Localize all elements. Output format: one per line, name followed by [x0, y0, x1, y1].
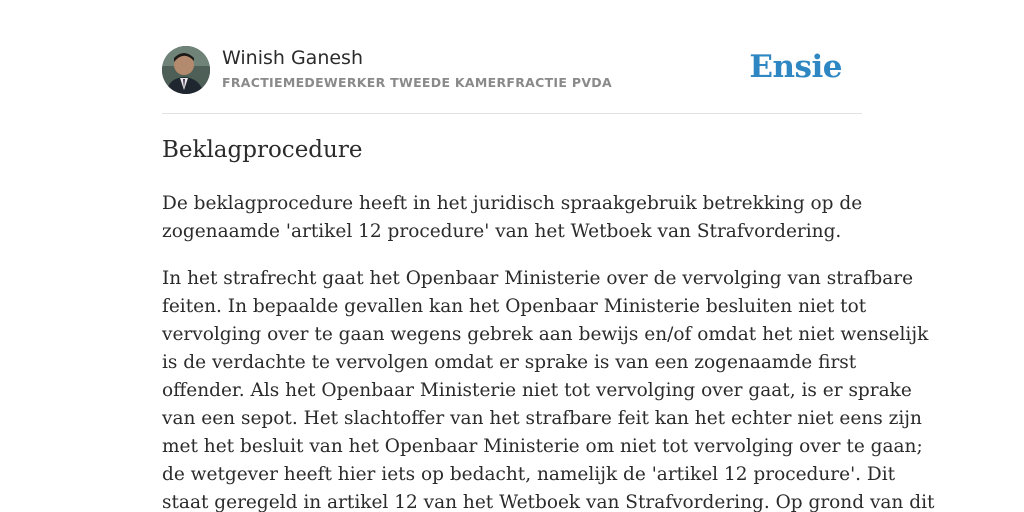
paragraph-1	[162, 190, 882, 246]
paragraph-line: de wetgever heeft hier iets op bedacht, namelijk de 'artikel 12 procedure'. Dit	[162, 464, 896, 485]
paragraph-line: zogenaamde 'artikel 12 procedure' van het Wetboek van Strafvordering.	[162, 221, 842, 242]
author-role: FRACTIEMEDEWERKER TWEEDE KAMERFRACTIE PVDA	[222, 75, 612, 90]
paragraph-line: De beklagprocedure heeft in het juridisch spraakgebruik betrekking op de	[162, 193, 863, 214]
author-header	[162, 46, 862, 96]
paragraph-line: van een sepot. Het slachtoffer van het strafbare feit kan het echter niet eens zijn	[162, 408, 922, 429]
header-divider	[162, 113, 862, 114]
ensie-logo-link[interactable]: Ensie	[749, 49, 842, 85]
paragraph-line: staat geregeld in artikel 12 van het Wetboek van Strafvordering. Op grond van dit	[162, 492, 935, 512]
paragraph-line: In het strafrecht gaat het Openbaar Ministerie over de vervolging van strafbare	[162, 268, 914, 289]
author-name[interactable]: Winish Ganesh	[222, 47, 363, 69]
avatar-photo-icon	[162, 46, 210, 94]
avatar[interactable]	[162, 46, 210, 94]
paragraph-2	[162, 265, 935, 512]
paragraph-line: vervolging over te gaan wegens gebrek aan bewijs en/of omdat het niet wenselijk	[162, 324, 929, 345]
article-title: Beklagprocedure	[162, 137, 363, 163]
paragraph-line: feiten. In bepaalde gevallen kan het Openbaar Ministerie besluiten niet tot	[162, 296, 867, 317]
paragraph-line: is de verdachte te vervolgen omdat er sprake is van een zogenaamde first	[162, 352, 857, 373]
article-body	[162, 190, 935, 512]
paragraph-line: offender. Als het Openbaar Ministerie niet tot vervolging over gaat, is er sprake	[162, 380, 912, 401]
paragraph-line: met het besluit van het Openbaar Ministerie om niet tot vervolging over te gaan;	[162, 436, 923, 457]
